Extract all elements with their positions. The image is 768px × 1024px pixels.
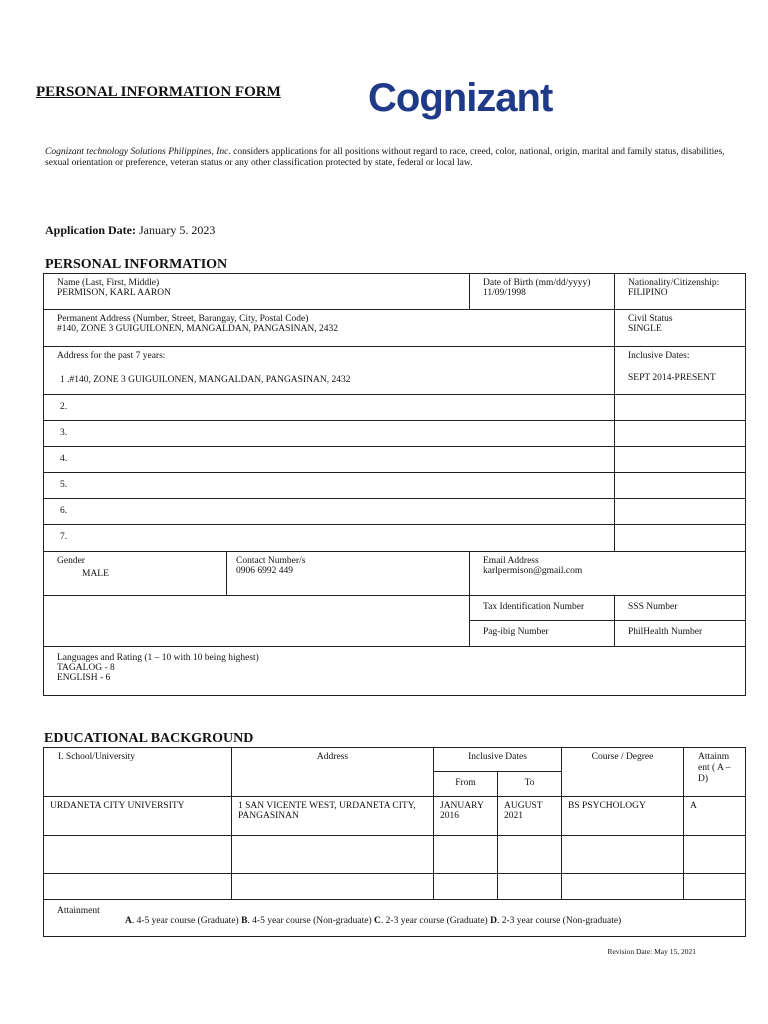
- name-label: Name (Last, First, Middle): [57, 278, 160, 288]
- tin-label: Tax Identification Number: [483, 602, 585, 612]
- permanent-address-cell: [44, 310, 615, 347]
- pagibig-cell: [470, 621, 615, 647]
- past-address-2: 2.: [44, 395, 615, 421]
- school-header: I. School/University: [44, 748, 232, 797]
- edu-empty-cell: [434, 874, 498, 900]
- name-cell: [44, 274, 470, 310]
- civil-status-cell: [615, 310, 746, 347]
- personal-info-table: [43, 273, 746, 552]
- inclusive-dates-6: [615, 499, 746, 525]
- permanent-address-label: Permanent Address (Number, Street, Barangay, City, Postal Code): [57, 314, 309, 324]
- edu-address: 1 SAN VICENTE WEST, URDANETA CITY, PANGASINAN: [232, 797, 434, 836]
- edu-empty-cell: [232, 836, 434, 874]
- permanent-address-value: #140, ZONE 3 GUIGUILONEN, MANGALDAN, PANGASINAN, 2432: [57, 324, 338, 334]
- edu-empty-cell: [44, 874, 232, 900]
- past-address-1: 1 .#140, ZONE 3 GUIGUILONEN, MANGALDAN, PANGASINAN, 2432: [60, 375, 351, 385]
- edu-empty-cell: [684, 836, 746, 874]
- edu-empty-cell: [562, 874, 684, 900]
- sss-label: SSS Number: [628, 602, 678, 612]
- civil-status-value: SINGLE: [628, 324, 662, 334]
- civil-status-label: Civil Status: [628, 314, 673, 324]
- cognizant-logo: Cognizant: [368, 76, 553, 120]
- attainment-legend-cell: [44, 900, 746, 937]
- contact-info-table: [43, 551, 746, 696]
- gender-cell: [44, 552, 227, 596]
- gender-label: Gender: [57, 556, 85, 566]
- inclusive-dates-label: Inclusive Dates:: [628, 351, 690, 361]
- to-header: To: [498, 772, 562, 797]
- name-value: PERMISON, KARL AARON: [57, 288, 171, 298]
- inclusive-dates-2: [615, 395, 746, 421]
- edu-attainment: A: [684, 797, 746, 836]
- nationality-value: FILIPINO: [628, 288, 668, 298]
- gender-value: MALE: [82, 569, 109, 579]
- edu-empty-cell: [684, 874, 746, 900]
- dob-cell: [470, 274, 615, 310]
- personal-info-heading: PERSONAL INFORMATION: [45, 257, 228, 272]
- dob-value: 11/09/1998: [483, 288, 526, 298]
- philhealth-cell: [615, 621, 746, 647]
- dob-label: Date of Birth (mm/dd/yyyy): [483, 278, 591, 288]
- edu-empty-cell: [232, 874, 434, 900]
- form-title: PERSONAL INFORMATION FORM: [36, 84, 281, 100]
- past-address-cell-1: [44, 347, 615, 395]
- blank-cell: [44, 596, 470, 647]
- inclusive-dates-header: Inclusive Dates: [434, 748, 562, 772]
- attainment-label: Attainment: [57, 906, 100, 916]
- contact-number-label: Contact Number/s: [236, 556, 306, 566]
- edu-school: URDANETA CITY UNIVERSITY: [44, 797, 232, 836]
- contact-number-value: 0906 6992 449: [236, 566, 293, 576]
- attain-d-text: . 2-3 year course (Non-graduate): [496, 916, 622, 926]
- attain-b-key: B: [241, 916, 248, 926]
- attainment-legend: [57, 916, 739, 926]
- attain-c-key: C: [374, 916, 381, 926]
- email-value: karlpermison@gmail.com: [483, 566, 583, 576]
- edu-from: JANUARY 2016: [434, 797, 498, 836]
- inclusive-dates-4: [615, 447, 746, 473]
- past-address-7: 7.: [44, 525, 615, 552]
- past-address-5: 5.: [44, 473, 615, 499]
- past-address-6: 6.: [44, 499, 615, 525]
- language-1: TAGALOG - 8: [57, 663, 115, 673]
- disclaimer-text: considers applications for all positions without regard to race, creed, color, national, origin, marital and family status, disabilities, sexual orientation or preference, veteran status or any other classification protected by state, federal or local law.: [45, 147, 725, 168]
- language-2: ENGLISH - 6: [57, 673, 111, 683]
- address-header: Address: [232, 748, 434, 797]
- attainment-header: Attainm ent ( A – D): [684, 748, 746, 797]
- edu-to: AUGUST 2021: [498, 797, 562, 836]
- application-date: [45, 223, 215, 238]
- inclusive-dates-5: [615, 473, 746, 499]
- from-header: From: [434, 772, 498, 797]
- inclusive-dates-7: [615, 525, 746, 552]
- application-date-label: Application Date:: [45, 223, 136, 237]
- educational-background-heading: EDUCATIONAL BACKGROUND: [44, 731, 254, 746]
- languages-label: Languages and Rating (1 – 10 with 10 being highest): [57, 653, 259, 663]
- application-date-value: January 5. 2023: [136, 223, 216, 237]
- inclusive-dates-cell-1: [615, 347, 746, 395]
- email-label: Email Address: [483, 556, 539, 566]
- disclaimer-company: Cognizant technology Solutions Philippines, Inc.: [45, 147, 231, 157]
- edu-empty-cell: [562, 836, 684, 874]
- attain-d-key: D: [490, 916, 497, 926]
- revision-date: Revision Date: May 15, 2021: [607, 947, 696, 956]
- attain-a-text: . 4-5 year course (Graduate): [131, 916, 242, 926]
- pagibig-label: Pag-ibig Number: [483, 627, 549, 637]
- sss-cell: [615, 596, 746, 621]
- nationality-label: Nationality/Citizenship:: [628, 278, 720, 288]
- past-address-4: 4.: [44, 447, 615, 473]
- tin-cell: [470, 596, 615, 621]
- attain-b-text: . 4-5 year course (Non-graduate): [247, 916, 375, 926]
- nationality-cell: [615, 274, 746, 310]
- disclaimer: [45, 147, 735, 169]
- contact-number-cell: [227, 552, 470, 596]
- inclusive-dates-1: SEPT 2014-PRESENT: [628, 373, 716, 383]
- edu-course: BS PSYCHOLOGY: [562, 797, 684, 836]
- philhealth-label: PhilHealth Number: [628, 627, 703, 637]
- attain-c-text: . 2-3 year course (Graduate): [380, 916, 491, 926]
- inclusive-dates-3: [615, 421, 746, 447]
- edu-empty-cell: [44, 836, 232, 874]
- attain-a-key: A: [125, 916, 132, 926]
- edu-empty-cell: [498, 874, 562, 900]
- edu-empty-cell: [434, 836, 498, 874]
- past-address-3: 3.: [44, 421, 615, 447]
- course-header: Course / Degree: [562, 748, 684, 797]
- edu-empty-cell: [498, 836, 562, 874]
- past-address-label: Address for the past 7 years:: [57, 351, 166, 361]
- education-table: [43, 747, 746, 937]
- email-cell: [470, 552, 746, 596]
- languages-cell: [44, 647, 746, 696]
